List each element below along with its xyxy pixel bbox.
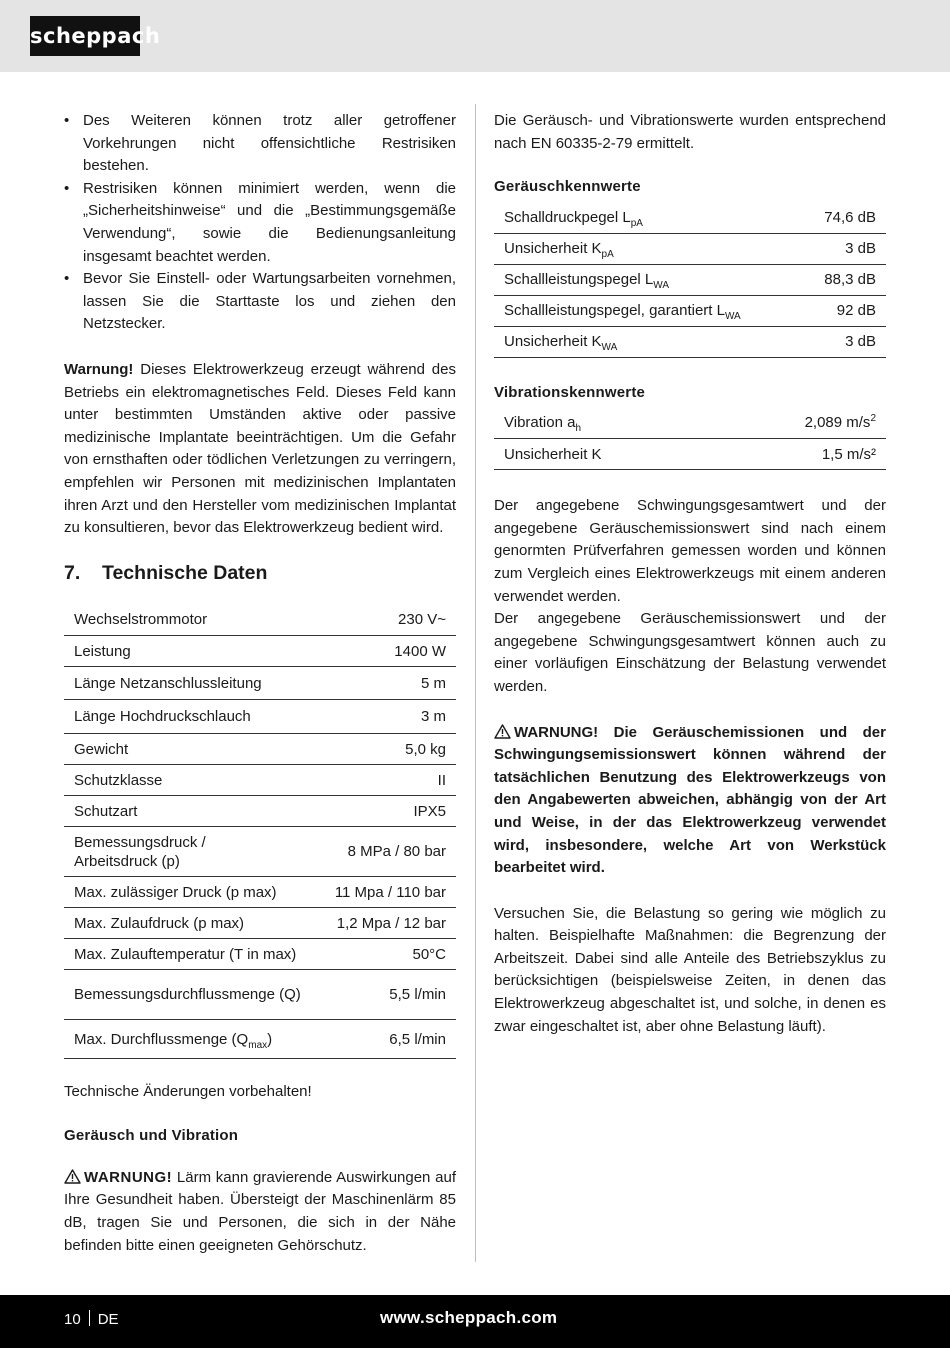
row-value: 230 V~ [320, 605, 456, 636]
row-label: Max. Zulaufdruck (p max) [64, 908, 320, 939]
row-value: 1,5 m/s² [714, 439, 886, 470]
row-value: 3 m [320, 700, 456, 734]
tech-data-table [64, 605, 456, 1060]
row-label [494, 233, 800, 264]
table-row [494, 408, 886, 439]
row-value: II [320, 765, 456, 796]
emission-paragraph-1: Der angegebene Schwingungsgesamtwert und der angegebene Geräuschemissionswert sind nach einem genormten Prüfverfahren gemessen worden und können zum Vergleich eines Elektrowerkzeugs mit einem anderen verwendet werden. [494, 497, 886, 605]
page-number-block [64, 1310, 119, 1328]
row-value: 6,5 l/min [320, 1020, 456, 1059]
website-url: www.scheppach.com [380, 1308, 558, 1327]
row-value: 8 MPa / 80 bar [320, 827, 456, 877]
table-row [64, 908, 456, 939]
row-label-text: Unsicherheit K [504, 333, 602, 351]
row-label-subscript: WA [724, 311, 741, 323]
table-row [494, 326, 886, 357]
left-column [64, 110, 456, 1257]
warning-text: Dieses Elektrowerkzeug erzeugt während des Betriebs ein elektromagnetisches Feld. Dieses Feld kann unter bestimmten Umständen aktive oder passive medizinische Implantate beeinträchtigen. Um die Gefahr von ernsthaften oder tödlichen Verletzungen zu verringern, empfehlen wir Personen mit medizinischen Implantaten ihren Arzt und den Hersteller vom medizinischen Implantat zu konsultieren, bevor das Elektrowerkzeug bedient wird. [64, 360, 456, 537]
page-header [0, 0, 950, 72]
row-label [494, 408, 714, 439]
row-value: 5,0 kg [320, 734, 456, 765]
warning-triangle-icon [64, 1169, 81, 1184]
row-label-text: Max. Durchflussmenge (Q [74, 1030, 249, 1048]
right-column [494, 110, 886, 1038]
row-label-subscript: WA [601, 342, 618, 354]
table-row [64, 765, 456, 796]
warning-triangle-icon [494, 724, 511, 739]
row-label-subscript: pA [601, 249, 614, 261]
row-label: Bemessungsdurchflussmenge (Q) [64, 970, 320, 1020]
row-value [714, 408, 886, 439]
vibration-values-table [494, 408, 886, 471]
row-label-text: Schallleistungspegel L [504, 271, 654, 289]
row-label-line: Bemessungsdruck / [74, 833, 206, 851]
page-footer [0, 1295, 950, 1348]
row-label: Schutzart [64, 796, 320, 827]
language-code: DE [97, 1311, 119, 1328]
row-value: 74,6 dB [800, 202, 886, 233]
row-label: Länge Hochdruckschlauch [64, 700, 320, 734]
row-label [64, 827, 320, 877]
row-label: Wechselstrommotor [64, 605, 320, 636]
column-divider [475, 104, 476, 1262]
row-value-superscript: 2 [870, 413, 876, 425]
table-row [494, 439, 886, 470]
measurement-intro: Die Geräusch- und Vibrationswerte wurden entsprechend nach EN 60335-2-79 ermittelt. [494, 112, 886, 152]
row-value: 1,2 Mpa / 12 bar [320, 908, 456, 939]
row-label: Max. Zulauftemperatur (T in max) [64, 939, 320, 970]
table-row [494, 233, 886, 264]
noise-warning-label: WARNUNG! [84, 1168, 173, 1186]
list-item: • Restrisiken können minimiert werden, wenn die „Sicherheitshinweise“ und die „Bestimmungsgemäße Verwendung“, sowie die Bedienungsanleitung insgesamt beachtet werden. [64, 178, 456, 268]
row-label: Gewicht [64, 734, 320, 765]
noise-warning-text: Lärm kann gravierende Auswirkungen auf Ihre Gesundheit haben. Übersteigt der Maschinenlärm 85 dB, tragen Sie und Personen, die sich in der Nähe befinden bitte einen geeigneten Gehörschutz. [64, 1168, 456, 1254]
table-row [64, 970, 456, 1020]
row-value: IPX5 [320, 796, 456, 827]
row-label-line: Arbeitsdruck (p) [74, 852, 180, 870]
row-label-subscript: WA [653, 280, 670, 292]
section-heading [64, 562, 456, 585]
row-label [494, 326, 800, 357]
section-number: 7. [64, 561, 81, 584]
row-label-text: Unsicherheit K [504, 240, 602, 258]
row-value: 3 dB [800, 233, 886, 264]
emission-warning-text: WARNUNG! Die Geräuschemissionen und der Schwingungsemissionswert können während der tatsächlichen Benutzung des Elektrowerkzeugs von den Angabewerten abweichen, abhängig von der Art und Weise, in der das Elektrowerkzeug verwendet wird, insbesondere, welche Art von Werkstück bearbeitet wird. [494, 723, 886, 877]
row-value: 88,3 dB [800, 264, 886, 295]
footer-separator [89, 1310, 90, 1326]
emission-warning-paragraph [494, 722, 886, 880]
row-value-text: 2,089 m/s [804, 414, 871, 432]
row-label-end: ) [267, 1030, 273, 1048]
table-row [64, 605, 456, 636]
section-title: Technische Daten [102, 561, 268, 584]
table-row [64, 827, 456, 877]
emission-paragraph-2: Der angegebene Geräuschemissionswert und der angegebene Schwingungsgesamtwert können auch zu einer vorläufigen Einschätzung der Belastung verwendet werden. [494, 610, 886, 695]
noise-values-heading: Geräuschkennwerte [494, 178, 641, 196]
table-row [64, 667, 456, 700]
scheppach-logo: scheppach [30, 16, 140, 56]
table-row [64, 877, 456, 908]
table-row [64, 636, 456, 667]
warning-label: Warnung! [64, 360, 134, 378]
table-row [64, 700, 456, 734]
vibration-values-heading: Vibrationskennwerte [494, 383, 646, 401]
row-label-text: Vibration a [504, 414, 576, 432]
row-label-subscript: max [248, 1039, 268, 1051]
noise-values-table [494, 202, 886, 358]
table-row [494, 202, 886, 233]
table-row [64, 734, 456, 765]
row-label-text: Schallleistungspegel, garantiert L [504, 302, 725, 320]
row-label [494, 264, 800, 295]
row-label: Max. zulässiger Druck (p max) [64, 877, 320, 908]
row-label [494, 295, 800, 326]
row-label: Leistung [64, 636, 320, 667]
row-label-text: Schalldruckpegel L [504, 208, 631, 226]
row-label [64, 1020, 320, 1059]
table-row [494, 264, 886, 295]
list-item: • Des Weiteren können trotz aller getroffener Vorkehrungen nicht offensichtliche Restrisiken bestehen. [64, 110, 456, 178]
list-item: • Bevor Sie Einstell- oder Wartungsarbeiten vornehmen, lassen Sie die Starttaste los und ziehen den Netzstecker. [64, 268, 456, 336]
table-row [494, 295, 886, 326]
table-row [64, 939, 456, 970]
row-value: 92 dB [800, 295, 886, 326]
row-value: 11 Mpa / 110 bar [320, 877, 456, 908]
row-label: Länge Netzanschlussleitung [64, 667, 320, 700]
row-label: Schutzklasse [64, 765, 320, 796]
changes-note: Technische Änderungen vorbehalten! [64, 1083, 312, 1101]
row-value: 3 dB [800, 326, 886, 357]
row-value: 5,5 l/min [320, 970, 456, 1020]
noise-vibration-heading: Geräusch und Vibration [64, 1126, 239, 1144]
table-row [64, 1020, 456, 1059]
residual-risk-list [64, 110, 456, 336]
row-value: 50°C [320, 939, 456, 970]
row-label-subscript: pA [630, 217, 643, 229]
table-row [64, 796, 456, 827]
row-value: 1400 W [320, 636, 456, 667]
row-value: 5 m [320, 667, 456, 700]
noise-warning-paragraph [64, 1167, 456, 1257]
row-label-subscript: h [575, 423, 582, 435]
row-label [494, 202, 800, 233]
load-reduction-paragraph: Versuchen Sie, die Belastung so gering wie möglich zu halten. Beispielhafte Maßnahmen: die Begrenzung der Arbeitszeit. Dabei sind alle Anteile des Betriebszyklus zu berücksichtigen (beispielsweise Zeiten, in denen das Elektrowerkzeug abgeschaltet ist, und solche, in denen es zwar eingeschaltet ist, aber ohne Belastung läuft). [494, 904, 886, 1035]
emf-warning-paragraph [64, 359, 456, 540]
page-number: 10 [64, 1311, 81, 1328]
row-label: Unsicherheit K [494, 439, 714, 470]
